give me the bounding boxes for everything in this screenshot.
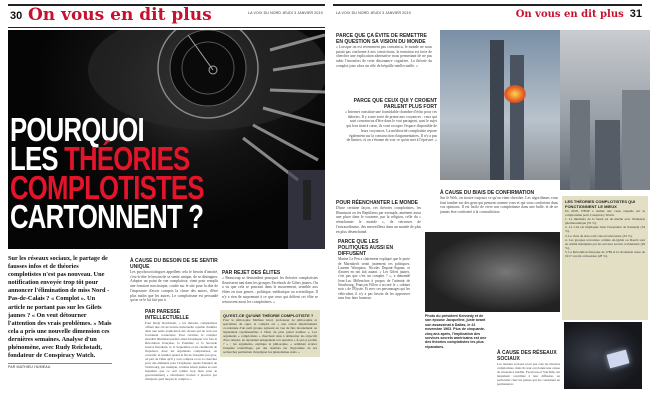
section-body: « Internet constitue une formidable chambre d'écho pour ces théories. Il y a une sorte de prime aux croyances : ceux qui sont convaincus d'être dans le vrai partagent, sont le sujet qui leur tient à cœur, ils vont occuper l'espace disponible de leurs croyances. La médiocrité complotiste repose également sur la construction d'argumentaires. Il n'y a pas de limites, et on s'étonne de voir ce qu'on met à l'épreuve. » [345, 110, 437, 143]
box-item: 4. Les groupes terroristes comme Al-Qaïda ou Daech sont en réalité manipulés par les services secrets occidentaux (29 %). [565, 237, 645, 250]
left-right-column [222, 270, 320, 357]
section-reseaux [497, 350, 560, 386]
masthead: LA VOIX DU NORD JEUDI 3 JANVIER 2019 [336, 11, 411, 15]
section-body: D'une certaine façon, ces théories complotistes, les Illuminati ou les Reptiliens par exemple, amènent aussi une place dans le vacarme, par la religion, celle du « réenchanter le monde », de retrouver de l'extraordinaire, des merveilleux dans un monde de plus en plus désenchanté. [336, 206, 421, 234]
kennedy-photo [425, 232, 560, 312]
section-body: « Lorsque on est récemment pas convaincu, le monde ne nous parait pas conforme à nos convictions, la tentation est forte de chercher une explication alternative nous permettant de ne pas subir l'inconfort de cette dissonance cognitive. La théorie du complot joue alors un rôle de béquille intellectuelle. » [336, 45, 432, 68]
box-item: 3. Le virus du sida a été créé en laboratoire (32 %). [565, 233, 633, 238]
headline-line-2b: THÉORIES [64, 140, 190, 177]
right-header [440, 8, 642, 20]
headline-line-2a: LES [10, 140, 65, 177]
intro-text: Sur les réseaux sociaux, le partage de fausses infos et de théories complotistes n'est pas nouveau. Une notification envoyée trop tôt pour annoncer l'élimination de miss Nord - Pas-de-Calais ? « Complot ». Un article ne portant pas sur les Gilets jaunes ? « On veut détourner l'attention des vrais problèmes. » Mais cela a pris une nouvelle dimension ces dernières semaines. Analyse d'un phénomène, avec Rudy Reichstadt, fondateur de Conspiracy Watch. [8, 255, 112, 360]
byline: PAR MATHIEU HUMEAU [8, 363, 112, 369]
header-rule [8, 27, 325, 28]
section-reenchanter [336, 200, 421, 234]
section-title: On vous en dit plus [28, 5, 212, 25]
section-heading: PARCE QUE LES POLITIQUES AUSSI EN DIFFUSENT [338, 239, 394, 258]
section-heading: POUR RÉENCHANTER LE MONDE [336, 200, 418, 206]
box-title: QU'EST-CE QU'UNE THÉORIE COMPLOTISTE ? [223, 313, 314, 319]
section-unique [130, 258, 218, 303]
section-heading: PARCE QUE ÇA ÉVITE DE REMETTRE EN QUESTION SA VISION DU MONDE [336, 33, 427, 45]
box-item: 5. La Révolution française de 1789 et la révolution russe de 1917 ont été orchestrées (28 %). [565, 249, 645, 259]
woman-tablet-photo [564, 322, 642, 389]
section-body: « Beaucoup se demandent pourquoi les théories complotistes fleurissent tant dans les groupes Facebook de Gilets jaunes. On a vu que cela se poursuit dans le mouvement, sensible aux élites en tous genres : politique, médiatique ou scientifique. Il n'y a rien de surprenant à ce que ceux qui défient cet élite se retrouvent aussi les complotistes. » [222, 276, 318, 304]
manhattan-skyline-photo [560, 30, 650, 190]
headline-line-4: CARTONNENT ? [10, 198, 204, 235]
box-item: 2. La CIA est impliquée dans l'assassinat de Kennedy (54 %). [565, 225, 645, 234]
headline-line-3: COMPLOTISTES [10, 169, 204, 206]
section-heading: À CAUSE DU BIAIS DE CONFIRMATION [440, 190, 535, 196]
section-parlent [345, 98, 437, 143]
box-item: En 2018, l'IFOP a réalisé une vaste enquête sur le complotisme pour Conspiracy Watch. [565, 209, 645, 218]
page-number: 31 [629, 8, 642, 20]
page-number: 30 [10, 10, 23, 22]
intro-column [8, 255, 112, 369]
section-heading: À CAUSE DES RÉSEAUX SOCIAUX [497, 350, 557, 362]
section-heading: PAR PARESSE INTELLECTUELLE [145, 308, 189, 321]
twin-towers-photo [440, 30, 560, 180]
masthead: LA VOIX DU NORD JEUDI 3 JANVIER 2019 [248, 11, 323, 15]
section-body: Sur le Web, on trouve toujours ce qu'on vient chercher. Les algorithmes vous font tomber sur des gens qui pensent comme vous et qui vous confortent dans vos opinions. Il est facile de vivre son complotisme dans une bulle, et de ne jamais être confronté à la contradiction. [440, 196, 558, 215]
box-body: Pour le philosophe Mathieu Girel, professeur de philosophie et spécialiste du sujet, le complot est « une action implicitement coordonnée d'un petit groupe agissant en vue de fins moralement ou légalement répréhensibles à l'insu du plus grand nombre ». Les arguments « complotistes » cherchent dans à démontrer les objectifs d'un complot, en répondant uniquement à la question « À qui ça profite ? » ; les arguments, explique le philosophe, « semblent écarter l'enquête scientifique, par des résultats sur l'hypothèse de ses recherches permettant d'expliquer les phénomènes réels. » [223, 318, 317, 355]
photo-caption: Photo du président Kennedy et de son épouse Jacqueline, juste avant son assassinat à Dallas, le 22 novembre 1963. Plus de cinquante-cinq ans après, l'implication des services secrets américains est une des théories complotistes les plus répandues. [425, 314, 487, 349]
section-vision [336, 33, 432, 69]
section-body: Les réseaux sociaux n'ont pas créé les théories complotistes, mais ils leur ont donné une caisse de résonance inédite. Facebook et YouTube ont largement contribué à leur diffusion, en particulier chez les jeunes qui les consultent en permanence. [497, 362, 560, 386]
right-left-column [336, 200, 421, 300]
section-body: Les psychosociologues appellent cela le besoin d'unicité, c'est-à-dire le besoin de se sentir unique, de se distinguer. Adopter un point de vue complotiste, vient pour remplir une fonction narcissique, confie sur le site pour la dite de l'imposture d'avoir compris la chose des autres, d'être plus malin que les autres. Le complotisme est persuadé qu'on se le lui fait pas à. [130, 270, 218, 303]
headline [10, 111, 204, 235]
section-elites [222, 270, 318, 304]
section-biais [440, 190, 558, 215]
section-body: Pour Rudy Reichstadt, « les théories complotistes offrent une clé de lecture universelle capable d'unifier dans une seule explication des choses qui ne sont pas forcément connectées. Pour certains, le complot mondial illuminati permet ainsi d'expliquer à la fois la Révolution française, la Première et la Seconde Guerre mondiale, le 11 Septembre et les chemtrails de Napoléon. Avec les arguments complotistes, on convainc le résultat quand la fin de l'enquête (en gros, on part de l'idée qu'il y a un complot et on va chercher pour des éléments pour l'expliquer. Après l'attentat de Strasbourg, par exemple, certains Gilets jaunes se sont inquiétés que ce soit tombé trop bien pour le gouvernement) « chercheurs trouver à prouver par n'importe quel moyen le complot. » [145, 320, 217, 381]
section-heading: PARCE QUE CEUX QUI Y CROIENT PARLENT PLUS FORT [353, 98, 437, 110]
section-politiques [338, 239, 410, 300]
left-middle-column [130, 258, 218, 381]
box-title: LES THÉORIES COMPLOTISTES QUI FONCTIONNENT LE MIEUX [565, 199, 636, 209]
section-body: Marine Le Pen a clairement expliqué que le porte de Marrakech serait justement ces politiques, Laurent Wauquiez, Nicolas Dupont-Aignan, et d'autres en ont fait autant. « Les Gilets jaunes, c'est pas que c'est un complot ? », a demandé Jean-Luc Mélenchon à propos de l'attentat de Strasbourg. François Fillon a accusé le « cabinet noir » de l'Élysée. Et avec ces personnages qui les véhiculent, il n'y a pas besoin de les approuver sans leur faire honneur. [338, 257, 410, 300]
section-heading: PAR REJET DES ÉLITES [222, 270, 281, 276]
headline-line-1: POURQUOI [10, 111, 144, 148]
top-rule [333, 4, 642, 6]
top-theories-box [562, 196, 648, 320]
box-item: 1. Le ministère de la Santé est de mèche avec l'industrie pharmaceutique (55 %). [565, 217, 645, 226]
section-heading: À CAUSE DU BESOIN DE SE SENTIR UNIQUE [130, 258, 218, 270]
section-title: On vous en dit plus [515, 9, 624, 20]
definition-box [220, 310, 320, 357]
section-paresse [145, 309, 217, 381]
